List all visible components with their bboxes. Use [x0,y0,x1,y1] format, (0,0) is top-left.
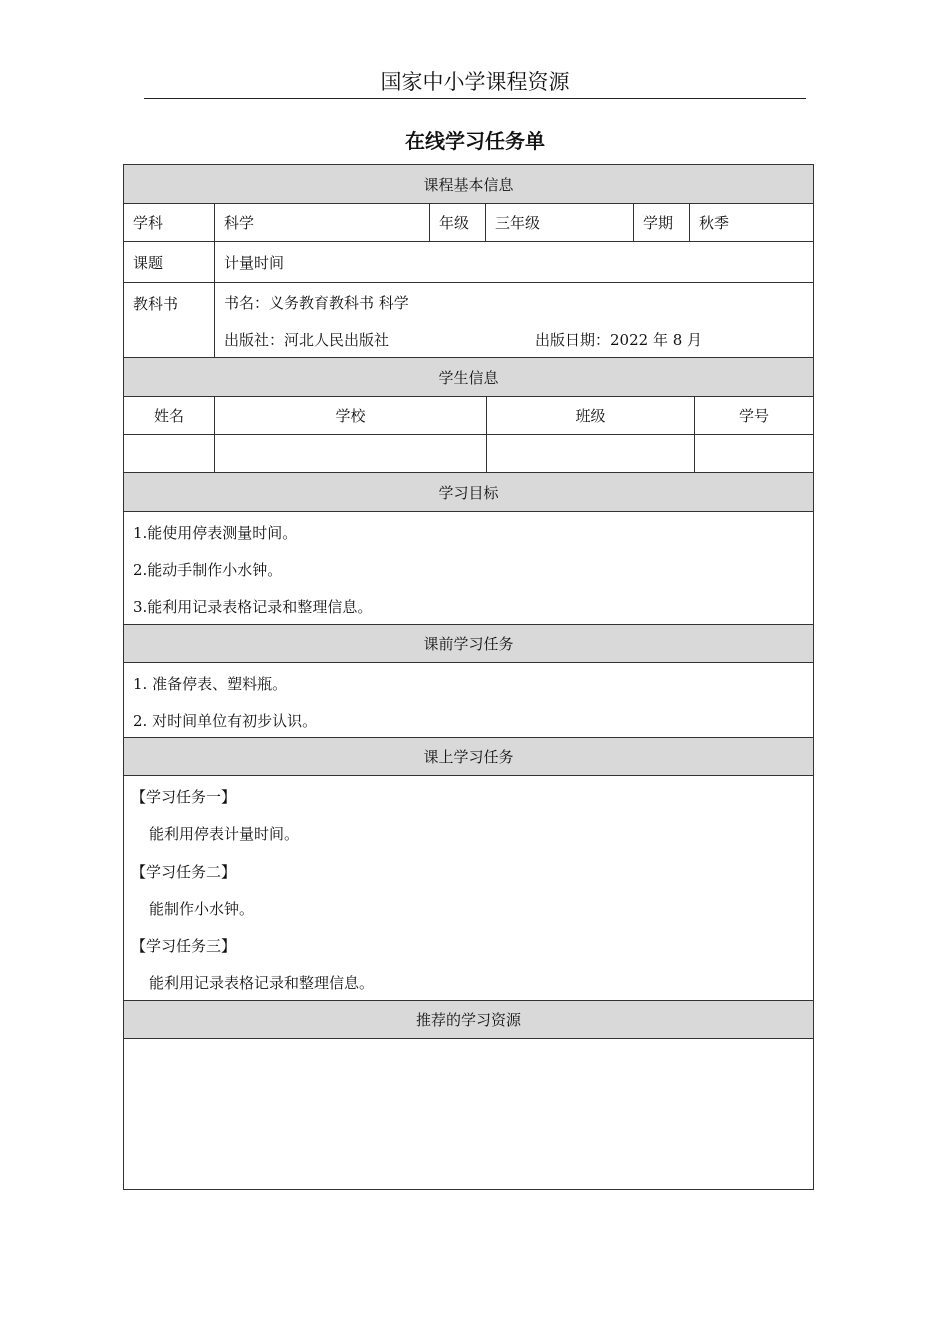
topic-value: 计量时间 [214,242,813,282]
task-label: 【学习任务三】 [131,937,237,955]
header-divider [144,98,806,99]
source-header: 国家中小学课程资源 [380,70,570,94]
student-columns-row [124,397,813,435]
course-subject-row [124,204,813,242]
textbook-details [214,283,813,357]
subject-label: 学科 [133,214,164,232]
task-content: 能利用停表计量时间。 [149,825,300,843]
resources-content [124,1039,813,1189]
student-col-class: 班级 [486,397,694,434]
course-info-heading: 课程基本信息 [124,165,813,204]
pre-class-item: 2. 对时间单位有初步认识。 [133,712,318,730]
task-sheet-table [123,164,814,1190]
student-name-field[interactable] [124,435,214,472]
task-content: 能利用记录表格记录和整理信息。 [149,974,375,992]
book-name: 书名：义务教育教科书 科学 [224,294,409,312]
term-label: 学期 [633,204,689,241]
objective-item: 3.能利用记录表格记录和整理信息。 [133,598,373,616]
pre-class-list [124,663,813,738]
in-class-heading: 课上学习任务 [124,738,813,776]
student-col-school: 学校 [214,397,486,434]
objectives-heading: 学习目标 [124,473,813,512]
course-topic-row [124,242,813,283]
objective-item: 2.能动手制作小水钟。 [133,561,283,579]
student-info-heading: 学生信息 [124,358,813,397]
grade-value: 三年级 [485,204,633,241]
objectives-list [124,512,813,625]
course-textbook-row [124,283,813,358]
topic-label: 课题 [133,253,164,272]
student-id-field[interactable] [694,435,813,472]
student-class-field[interactable] [486,435,694,472]
pre-class-item: 1. 准备停表、塑料瓶。 [133,675,288,693]
objective-item: 1.能使用停表测量时间。 [133,524,298,542]
textbook-label: 教科书 [133,295,179,313]
student-col-id: 学号 [694,397,813,434]
pre-class-heading: 课前学习任务 [124,625,813,663]
subject-value: 科学 [214,204,429,241]
student-school-field[interactable] [214,435,486,472]
page-title: 在线学习任务单 [405,129,545,153]
task-label: 【学习任务二】 [131,863,237,881]
student-col-name: 姓名 [153,407,184,425]
grade-label: 年级 [429,204,485,241]
student-values-row [124,435,813,473]
publisher: 出版社：河北人民出版社 [224,331,390,349]
task-content: 能制作小水钟。 [149,900,255,918]
in-class-tasks [124,776,813,1001]
publication-date: 出版日期：2022 年 8 月 [535,331,703,349]
task-label: 【学习任务一】 [131,788,237,806]
resources-heading: 推荐的学习资源 [124,1001,813,1039]
term-value: 秋季 [689,204,813,241]
